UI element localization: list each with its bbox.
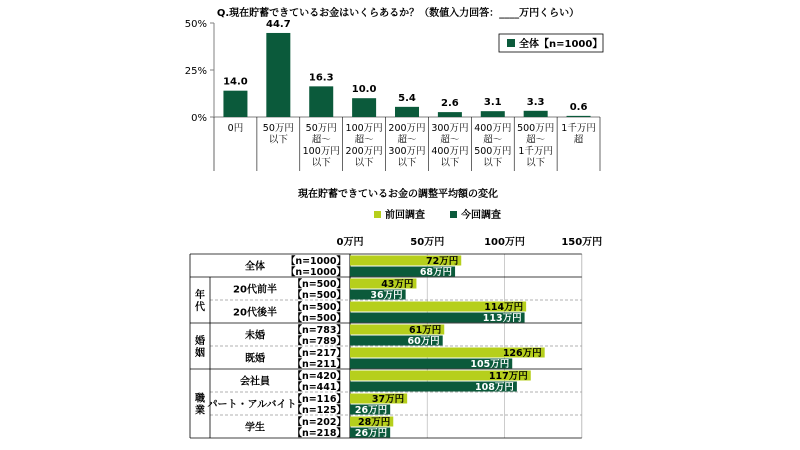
category-label: 以下	[268, 134, 288, 146]
bar	[567, 116, 591, 117]
bar	[309, 86, 333, 117]
category-label: 以下	[483, 157, 503, 169]
group-label-char: 職	[195, 393, 205, 405]
n-label-prev: 【n=1000】	[285, 256, 346, 267]
legend-label-curr: 今回調査	[461, 210, 501, 221]
row-label: 既婚	[245, 353, 265, 365]
n-label-curr: 【n=441】	[292, 382, 346, 393]
category-label: 400万円	[474, 123, 512, 134]
category-label: 以下	[354, 157, 374, 169]
bar-value-label: 16.3	[308, 72, 334, 84]
row-label: 学生	[245, 422, 265, 434]
category-label: 300万円	[388, 146, 426, 157]
category-label: 以下	[311, 157, 331, 169]
group-label-char: 姻	[195, 348, 205, 359]
bar	[524, 111, 548, 117]
n-label-prev: 【n=500】	[292, 302, 346, 313]
y-tick-label: 0%	[191, 113, 207, 124]
category-label: 超～	[440, 134, 460, 146]
category-label: 超～	[526, 134, 546, 146]
bar-curr-value: 108万円	[475, 382, 514, 393]
n-label-prev: 【n=500】	[292, 279, 346, 290]
group-label-char: 年	[195, 290, 205, 301]
y-tick-label: 50%	[184, 19, 207, 30]
bar-curr-value: 36万円	[370, 290, 403, 301]
category-label: 500万円	[474, 146, 512, 157]
n-label-prev: 【n=217】	[292, 348, 346, 359]
legend-swatch-prev	[374, 211, 381, 218]
bar-prev-value: 37万円	[371, 394, 405, 405]
row-label: 20代後半	[233, 307, 277, 319]
x-tick-label: 100万円	[484, 237, 525, 248]
n-label-curr: 【n=1000】	[285, 267, 346, 278]
group-label-char: 業	[195, 405, 205, 417]
top-chart-title: Q.現在貯蓄できているお金はいくらあるか？（数値入力回答：____万円くらい）	[216, 8, 580, 19]
category-label: 以下	[397, 157, 417, 169]
bar-value-label: 14.0	[223, 76, 248, 88]
row-label: 未婚	[245, 330, 265, 342]
n-label-prev: 【n=202】	[292, 417, 346, 428]
x-tick-label: 50万円	[410, 237, 445, 248]
category-label: 以下	[440, 157, 460, 169]
n-label-prev: 【n=116】	[292, 394, 346, 405]
legend-label-all: 全体【n=1000】	[519, 39, 603, 50]
bar-curr-value: 60万円	[407, 336, 440, 347]
row-label: 全体	[245, 261, 265, 273]
bar-prev-value: 117万円	[488, 371, 528, 382]
y-tick-label: 25%	[184, 66, 207, 77]
bar	[352, 98, 376, 117]
top-chart-category-labels	[228, 123, 596, 169]
bar	[395, 107, 419, 117]
category-label: 超～	[311, 134, 331, 146]
category-label: 超～	[483, 134, 503, 146]
category-label: 超～	[397, 134, 417, 146]
row-label: 20代前半	[233, 284, 277, 296]
n-label-curr: 【n=218】	[292, 428, 346, 439]
bar-prev-value: 61万円	[409, 325, 442, 336]
top-chart-legend	[499, 34, 603, 52]
category-label: 400万円	[431, 146, 469, 157]
category-label: 500万円	[517, 123, 555, 134]
bar-curr-value: 26万円	[354, 405, 388, 416]
bottom-chart-rows	[208, 255, 545, 439]
bar-value-label: 44.7	[265, 18, 291, 30]
bar	[438, 112, 462, 117]
bar-curr-value: 68万円	[419, 267, 453, 278]
bar	[266, 33, 290, 117]
n-label-curr: 【n=125】	[292, 405, 346, 416]
category-label: 超	[573, 134, 584, 146]
bar-prev-value: 43万円	[381, 279, 414, 290]
bar-curr-value: 26万円	[354, 428, 388, 439]
n-label-curr: 【n=500】	[292, 290, 346, 301]
group-label-char: 代	[195, 302, 205, 313]
bar-value-label: 3.3	[526, 96, 545, 108]
category-label: 0円	[227, 123, 244, 134]
n-label-prev: 【n=420】	[292, 371, 346, 382]
n-label-curr: 【n=211】	[292, 359, 346, 370]
bar-value-label: 10.0	[351, 84, 377, 96]
bottom-chart-title: 現在貯蓄できているお金の調整平均額の変化	[298, 189, 498, 200]
bottom-chart-tick-labels	[337, 236, 603, 248]
bar-curr-value: 105万円	[470, 359, 510, 370]
category-label: 100万円	[302, 146, 340, 157]
category-label: 50万円	[262, 123, 294, 134]
bar-value-label: 0.6	[569, 101, 588, 113]
bar-prev-value: 28万円	[358, 417, 391, 428]
n-label-curr: 【n=789】	[292, 336, 346, 347]
legend-swatch-all	[507, 39, 515, 47]
n-label-prev: 【n=783】	[292, 325, 346, 336]
bar-prev-value: 72万円	[426, 256, 459, 267]
x-tick-label: 150万円	[561, 237, 603, 248]
category-label: 200万円	[345, 146, 383, 157]
category-label: 1千万円	[518, 146, 553, 157]
legend-swatch-curr	[450, 211, 457, 218]
bar-prev-value: 126万円	[502, 348, 542, 359]
distribution-bar-chart	[185, 6, 603, 171]
bar	[223, 91, 247, 117]
x-tick-label: 0万円	[336, 237, 364, 248]
bar-value-label: 3.1	[483, 97, 502, 109]
category-label: 200万円	[388, 123, 426, 134]
bar	[481, 111, 505, 117]
bar-value-label: 2.6	[441, 98, 459, 110]
n-label-curr: 【n=500】	[292, 313, 346, 324]
category-label: 100万円	[345, 123, 383, 134]
average-savings-bar-chart	[190, 187, 602, 439]
category-label: 1千万円	[561, 123, 596, 134]
row-label: 会社員	[240, 376, 270, 388]
bar-prev-value: 114万円	[484, 302, 524, 313]
row-label: パート・アルバイト	[207, 399, 297, 411]
legend-label-prev: 前回調査	[385, 210, 425, 221]
category-label: 以下	[526, 157, 546, 169]
bar-curr-value: 113万円	[482, 313, 522, 324]
category-label: 50万円	[305, 123, 337, 134]
bottom-chart-legend	[374, 208, 501, 221]
category-label: 超～	[354, 134, 374, 146]
group-label-char: 婚	[195, 336, 205, 347]
bar-value-label: 5.4	[398, 92, 416, 104]
category-label: 300万円	[431, 123, 469, 134]
